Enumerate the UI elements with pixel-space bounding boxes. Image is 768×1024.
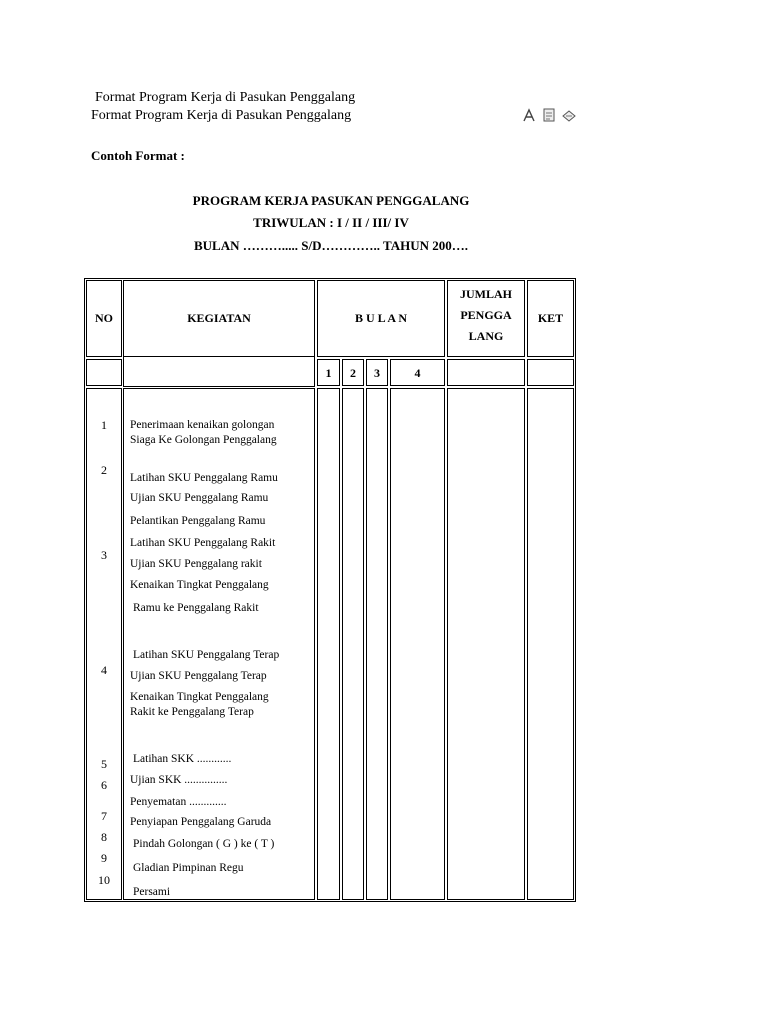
body-col-ket xyxy=(527,388,574,900)
subheader-cell-no xyxy=(86,359,122,386)
activity-item: Latihan SKU Penggalang Rakit xyxy=(130,537,276,549)
body-col-month-4 xyxy=(390,388,445,900)
contoh-format-label: Contoh Format : xyxy=(91,148,185,163)
activity-item: Pelantikan Penggalang Ramu xyxy=(130,515,266,527)
pdf-icon[interactable] xyxy=(521,107,537,123)
kegiatan-merged-cell xyxy=(123,357,315,387)
body-col-month-2 xyxy=(342,388,364,900)
activity-item: Ujian SKU Penggalang rakit xyxy=(130,558,262,570)
activity-item: Rakit ke Penggalang Terap xyxy=(130,706,254,718)
row-number: 8 xyxy=(101,830,107,844)
header-jumlah-3: LANG xyxy=(468,329,504,343)
row-number: 2 xyxy=(101,463,107,477)
body-col-jumlah xyxy=(447,388,525,900)
activity-item: Pindah Golongan ( G ) ke ( T ) xyxy=(133,838,275,850)
month-label-3: 3 xyxy=(374,366,380,380)
activity-item: Ramu ke Penggalang Rakit xyxy=(133,602,259,614)
title-line-2: Format Program Kerja di Pasukan Penggalang xyxy=(91,108,352,123)
doc-icon[interactable] xyxy=(541,107,557,123)
activity-item: Latihan SKU Penggalang Ramu xyxy=(130,472,278,484)
month-label-1: 1 xyxy=(325,366,332,380)
subheader-cell-jumlah xyxy=(447,359,525,386)
row-number: 3 xyxy=(101,548,107,562)
body-col-month-1 xyxy=(317,388,340,900)
activity-item: Ujian SKU Penggalang Terap xyxy=(130,670,267,682)
print-icon[interactable] xyxy=(561,107,577,123)
row-number: 6 xyxy=(101,778,107,792)
activity-item: Ujian SKU Penggalang Ramu xyxy=(130,492,269,504)
doc-heading-line-2: TRIWULAN : I / II / III/ IV xyxy=(253,215,409,230)
row-number: 9 xyxy=(101,851,107,865)
activity-item: Kenaikan Tingkat Penggalang xyxy=(130,579,269,591)
activity-item: Siaga Ke Golongan Penggalang xyxy=(130,434,277,446)
row-number: 4 xyxy=(101,663,107,677)
body-col-month-3 xyxy=(366,388,388,900)
header-no: NO xyxy=(95,311,113,325)
header-bulan: B U L A N xyxy=(354,311,408,325)
activity-item: Penyematan ............. xyxy=(130,796,227,808)
header-jumlah-1: JUMLAH xyxy=(460,287,512,301)
row-number: 10 xyxy=(98,873,110,887)
header-kegiatan: KEGIATAN xyxy=(187,311,251,325)
activity-item: Ujian SKK ............... xyxy=(130,774,228,786)
activity-item: Gladian Pimpinan Regu xyxy=(133,862,244,874)
activity-item: Persami xyxy=(133,886,171,898)
month-label-4: 4 xyxy=(414,366,421,380)
document-action-icons xyxy=(521,107,577,123)
activity-item: Latihan SKK ............ xyxy=(133,753,232,765)
activity-item: Latihan SKU Penggalang Terap xyxy=(133,649,280,661)
doc-heading-line-1: PROGRAM KERJA PASUKAN PENGGALANG xyxy=(192,193,470,208)
row-number: 1 xyxy=(101,418,107,432)
month-label-2: 2 xyxy=(350,366,356,380)
activity-item: Penerimaan kenaikan golongan xyxy=(130,419,275,431)
subheader-cell-ket xyxy=(527,359,574,386)
header-ket: KET xyxy=(537,311,564,325)
activity-item: Penyiapan Penggalang Garuda xyxy=(130,816,272,828)
doc-heading-line-3: BULAN ………..... S/D………….. TAHUN 200…. xyxy=(194,238,468,253)
activity-item: Kenaikan Tingkat Penggalang xyxy=(130,691,269,703)
row-number: 5 xyxy=(101,757,107,771)
title-line-1: Format Program Kerja di Pasukan Penggalang xyxy=(95,90,356,105)
row-number: 7 xyxy=(101,809,107,823)
header-jumlah-2: PENGGA xyxy=(460,308,512,322)
